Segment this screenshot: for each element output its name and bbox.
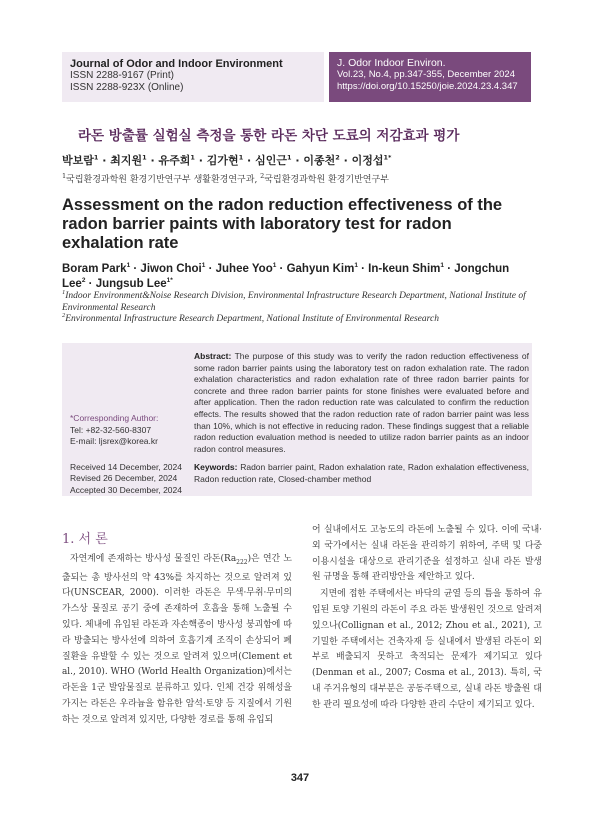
affiliation-2: $^2$Environmental Infrastructure Research Department, National Institute of Environmental Research xyxy=(62,311,439,324)
author-kr: 심인근 xyxy=(255,154,287,167)
english-title: Assessment on the radon reduction effectiveness of the radon barrier paints with laboratory test for radon exhalation rate xyxy=(62,196,503,252)
english-affiliations xyxy=(62,288,532,326)
keywords-label: Keywords: xyxy=(194,462,238,473)
corresponding-email[interactable]: E-mail: ljsrex@korea.kr xyxy=(70,436,158,446)
abstract-box xyxy=(62,343,532,496)
doi-link[interactable]: https://doi.org/10.15250/joie.2024.23.4.347 xyxy=(337,81,518,92)
body-paragraph: 자연계에 존재하는 방사성 물질인 라돈$(Ra_{222})$은 연간 노출되는 총 방사선의 약 43%를 차지하는 것으로 알려져 있다(UNSCEAR, 2000). 이러한 라돈은 무색·무취·무미의 가스상 물질로 공기 중에 존재하여 호흡을 통해 노출될 수 있다. 체내에 유입된 라돈과 자손핵종이 방사성 붕괴함에 따라 방출되는 방사선에 의하여 호흡기계 조직이 손상되어 폐 질환을 유발할 수 있는 것으로 알려져 있으며(Clement et al., 2010). WHO (World Health Organization)에서는 라돈을 1군 발암물질로 분류하고 있다. 인체 건강 위해성을 가지는 라돈은 우라늄을 함유한 암석·토양 등 지질에서 기원하는 것으로 알려져 있지만, 다양한 경로를 통해 유입되 xyxy=(62,554,292,725)
body-paragraph: 지면에 접한 주택에서는 바닥의 균열 등의 틈을 통하여 유입된 토양 기원의 라돈이 주요 라돈 발생원인 것으로 알려져 있으나(Collignan et al., 2012; Zhou et al., 2021), 고기밀한 주택에서는 건축자재 등 실내에서 발생된 라돈이 외부로 배출되지 못하고 축적되는 문제가 제기되고 있다(Denman et al., 2007; Cosma et al., 2013). 특히, 국내 주거유형의 대부분은 공동주택으로, 실내 라돈 방출원 대한 관리 필요성에 따라 다양한 관리 수단이 제기되고 있다. xyxy=(312,589,542,710)
journal-header-right xyxy=(329,52,531,102)
author-en: Jiwon Choi xyxy=(140,263,202,275)
journal-name: Journal of Odor and Indoor Environment xyxy=(70,58,283,70)
author-en: In-keun Shim xyxy=(368,263,441,275)
accepted-date: Accepted 30 December, 2024 xyxy=(70,484,182,495)
author-en: Juhee Yoo xyxy=(215,263,273,275)
section-heading: 1. 서 론 xyxy=(62,532,108,547)
abstract-label: Abstract: xyxy=(194,351,232,361)
corresponding-tel: Tel: +82-32-560-8307 xyxy=(70,424,152,435)
body-paragraph: 어 실내에서도 고농도의 라돈에 노출될 수 있다. 이에 국내·외 국가에서는 실내 라돈을 관리하기 위하여, 주택 및 다중이용시설을 대상으로 관리기준을 설정하고 실내 라돈 발생원 규명을 통해 관리방안을 제안하고 있다. xyxy=(312,525,542,583)
keywords xyxy=(194,462,529,485)
author-kr: 최지원 xyxy=(110,154,143,167)
body-column-right xyxy=(312,523,542,714)
author-kr: 이종천 xyxy=(303,154,336,167)
abstract-text: The purpose of this study was to verify the radon reduction effectiveness of some radon barrier paints using the laboratory test on radon exhalation rate. The radon exhalation characteristics and radon exhalation rate of three radon barrier paints for concrete and three radon barrier paints for stone finishes were evaluated before and after application. Then the radon reduction rate was calculated to confirm the reduction effects. The results showed that the radon reduction rate of radon barrier paint was less than 10%, which is not effective in reducing radon. These findings suggest that a reliable radon reduction evaluation method is needed to utilize radon barrier paints as an indoor radon control measures. xyxy=(194,351,529,454)
corresponding-author-label: *Corresponding Author: xyxy=(70,413,159,423)
keywords-text: Radon barrier paint, Radon exhalation rate, Radon exhalation effectiveness, Radon reduction rate, Closed-chamber method xyxy=(194,462,529,484)
abstract-content xyxy=(194,351,529,486)
revised-date: Revised 26 December, 2024 xyxy=(70,473,178,483)
body-column-left xyxy=(62,552,292,729)
korean-authors: 박보람$^1$ · 최지원$^1$ · 유주희$^1$ · 김가현$^1$ · 심인근$^1$ · 이종천$^2$ · 이정섭$^{1*}$ xyxy=(62,153,392,167)
journal-header-left xyxy=(62,52,324,102)
author-en: Gahyun Kim xyxy=(286,263,355,275)
volume-info: Vol.23, No.4, pp.347-355, December 2024 xyxy=(337,69,515,80)
author-kr: 김가현 xyxy=(206,154,239,167)
author-kr: 박보람 xyxy=(62,154,94,167)
english-authors: Boram Park$^1$ · Jiwon Choi$^1$ · Juhee Yoo$^1$ · Gahyun Kim$^1$ · In-keun Shim$^1$ · Jongchun Lee$^2$ · Jungsub Lee$^{1*}$ xyxy=(62,262,510,290)
korean-title: 라돈 방출률 실험실 측정을 통한 라돈 차단 도료의 저감효과 평가 xyxy=(78,128,460,144)
author-en: Jungsub Lee xyxy=(95,277,167,290)
author-en: Jongchun Lee xyxy=(62,263,510,290)
issn-print: ISSN 2288-9167 (Print) xyxy=(70,70,174,81)
korean-affiliations: $^1$국립환경과학원 환경기반연구부 생활환경연구과, $^2$국립환경과학원 환경기반연구부 xyxy=(62,172,389,185)
journal-abbrev: J. Odor Indoor Environ. xyxy=(337,57,446,69)
author-en: Boram Park xyxy=(62,263,127,275)
issn-online: ISSN 2288-923X (Online) xyxy=(70,81,184,93)
page-number: 347 xyxy=(290,772,310,784)
author-kr: 이정섭 xyxy=(351,154,384,167)
affiliation-1: $^1$Indoor Environment&Noise Research Division, Environmental Infrastructure Research Department, National Institute of Environmental Research xyxy=(62,288,526,313)
author-kr: 유주희 xyxy=(158,154,191,167)
correspondence-sidebar xyxy=(70,413,188,496)
abstract-paragraph xyxy=(194,351,529,455)
received-date: Received 14 December, 2024 xyxy=(70,461,182,472)
